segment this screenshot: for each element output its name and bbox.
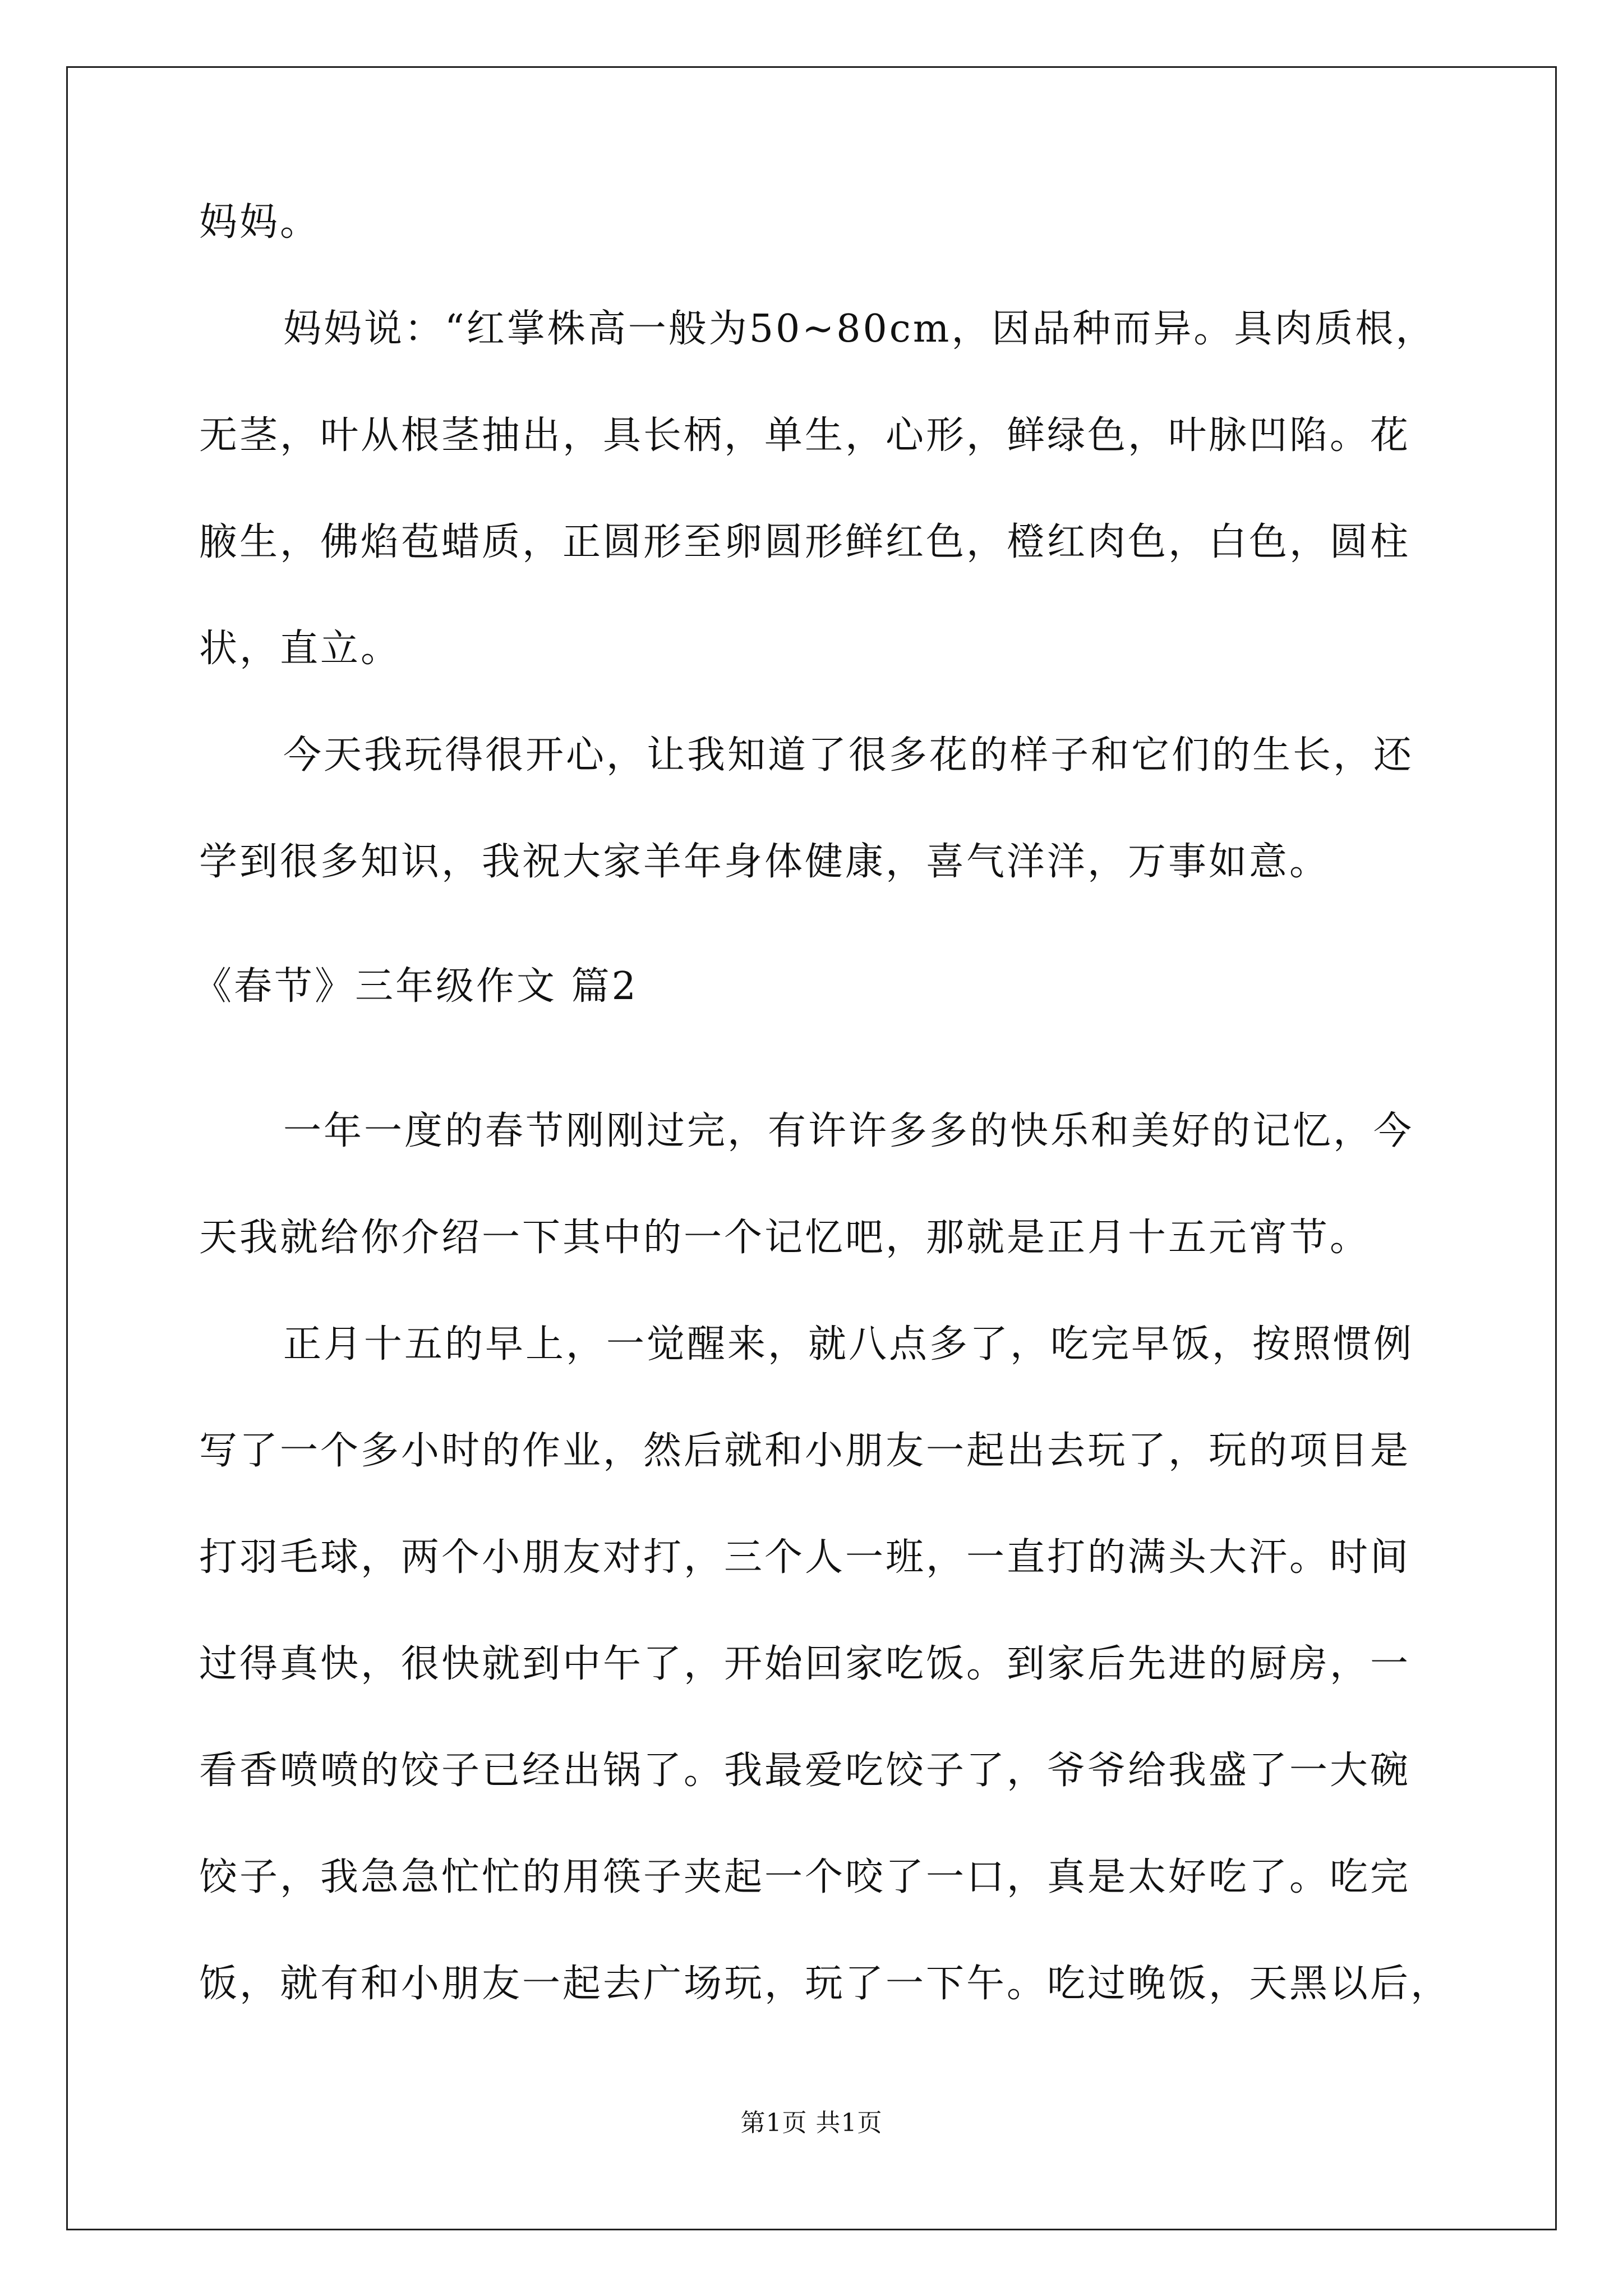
- text-line: 打羽毛球，两个小朋友对打，三个人一班，一直打的满头大汗。时间: [199, 1535, 1411, 1580]
- text-line: 看香喷喷的饺子已经出锅了。我最爱吃饺子了，爷爷给我盛了一大碗: [199, 1749, 1411, 1793]
- heading-text: 《春节》三年级作文 篇2: [193, 964, 638, 1009]
- text-line: 妈妈。: [199, 200, 321, 245]
- page-footer: 第1页 共1页: [740, 2109, 883, 2137]
- paragraph: [199, 303, 1438, 675]
- text-line: 一年一度的春节刚刚过完，有许许多多的快乐和美好的记忆，今: [283, 1109, 1414, 1153]
- text-line: 过得真快，很快就到中午了，开始回家吃饭。到家后先进的厨房，一: [199, 1642, 1411, 1686]
- section-heading: [193, 960, 1438, 1013]
- paragraph: [199, 729, 1438, 889]
- document-body: [193, 196, 1451, 2010]
- text-line: 状，直立。: [199, 627, 402, 671]
- paragraph: [199, 1318, 1451, 2010]
- text-line: 正月十五的早上，一觉醒来，就八点多了，吃完早饭，按照惯例: [283, 1322, 1414, 1366]
- text-line: 天我就给你介绍一下其中的一个记忆吧，那就是正月十五元宵节。: [199, 1216, 1371, 1260]
- text-line: 腋生，佛焰苞蜡质，正圆形至卵圆形鲜红色，橙红肉色，白色，圆柱: [199, 520, 1411, 564]
- paragraph: [199, 1105, 1438, 1264]
- text-line: 妈妈说：“红掌株高一般为50~80cm，因品种而异。具肉质根，: [283, 307, 1436, 351]
- text-line: 写了一个多小时的作业，然后就和小朋友一起出去玩了，玩的项目是: [199, 1429, 1411, 1473]
- paragraph: [199, 196, 1438, 249]
- text-line: 无茎，叶从根茎抽出，具长柄，单生，心形，鲜绿色，叶脉凹陷。花: [199, 413, 1411, 458]
- text-line: 学到很多知识，我祝大家羊年身体健康，喜气洋洋，万事如意。: [199, 840, 1330, 884]
- text-line: 饺子，我急急忙忙的用筷子夹起一个咬了一口，真是太好吃了。吃完: [199, 1855, 1411, 1899]
- text-line: 今天我玩得很开心，让我知道了很多花的样子和它们的生长，还: [283, 733, 1414, 777]
- text-line: 饭，就有和小朋友一起去广场玩，玩了一下午。吃过晚饭，天黑以后，: [199, 1962, 1451, 2006]
